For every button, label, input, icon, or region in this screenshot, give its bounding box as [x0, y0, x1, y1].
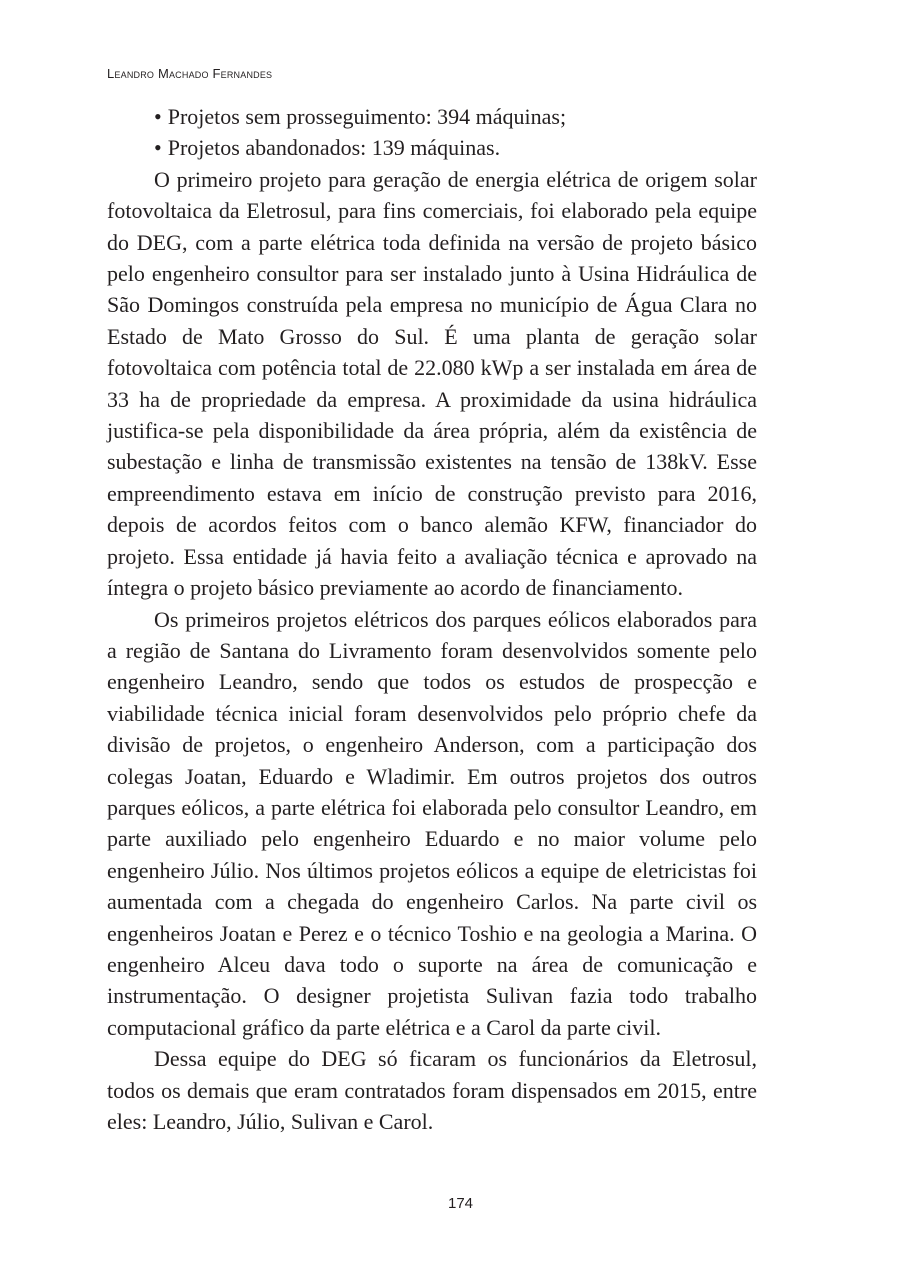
bullet-text: Projetos sem prosseguimento: 394 máquinas;	[167, 104, 567, 129]
bullet-icon: •	[154, 104, 162, 129]
bullet-icon: •	[154, 135, 162, 161]
running-header-author: Leandro Machado Fernandes	[107, 66, 273, 81]
bullet-text: Projetos abandonados: 139 máquinas.	[167, 135, 501, 161]
body-text	[107, 101, 757, 1137]
paragraph-solar-project: O primeiro projeto para geração de energia elétrica de origem solar fotovoltaica da Eletrosul, para fins comerciais, foi elaborado pela equipe do DEG, com a parte elétrica toda definida na versão de projeto básico pelo engenheiro consultor para ser instalado junto à Usina Hidráulica de São Domingos construída pela empresa no município de Água Clara no Estado de Mato Grosso do Sul. É uma planta de geração solar fotovoltaica com potência total de 22.080 kWp a ser instalada em área de 33 ha de propriedade da empresa. A proximidade da usina hidráulica justifica-se pela disponibilidade da área própria, além da existência de subestação e linha de transmissão existentes na tensão de 138kV. Esse empreendimento estava em início de construção previsto para 2016, depois de acordos feitos com o banco alemão KFW, financiador do projeto. Essa entidade já havia feito a avaliação técnica e aprovado na íntegra o projeto básico previamente ao acordo de financiamento.	[107, 166, 757, 601]
paragraph-wind-projects: Os primeiros projetos elétricos dos parques eólicos elaborados para a região de Santana do Livramento foram desenvolvidos somente pelo engenheiro Leandro, sendo que todos os estudos de prospecção e viabilidade técnica inicial foram desenvolvidos pelo próprio chefe da divisão de projetos, o engenheiro Anderson, com a participação dos colegas Joatan, Eduardo e Wladimir. Em outros projetos dos outros parques eólicos, a parte elétrica foi elaborada pelo consultor Leandro, em parte auxiliado pelo engenheiro Eduardo e no maior volume pelo engenheiro Júlio. Nos últimos projetos eólicos a equipe de eletricistas foi aumentada com a chegada do engenheiro Carlos. Na parte civil os engenheiros Joatan e Perez e o técnico Toshio e na geologia a Marina. O engenheiro Alceu dava todo o suporte na área de comunicação e instrumentação. O designer projetista Sulivan fazia todo trabalho computacional gráfico da parte elétrica e a Carol da parte civil.	[107, 606, 757, 1040]
bullet-item	[107, 132, 757, 163]
page-number: 174	[447, 1195, 474, 1212]
paragraph-team-dismissal: Dessa equipe do DEG só ficaram os funcionários da Eletrosul, todos os demais que eram contratados foram dispensados em 2015, entre eles: Leandro, Júlio, Sulivan e Carol.	[107, 1046, 757, 1134]
bullet-list	[107, 101, 757, 164]
bullet-item	[107, 101, 757, 132]
